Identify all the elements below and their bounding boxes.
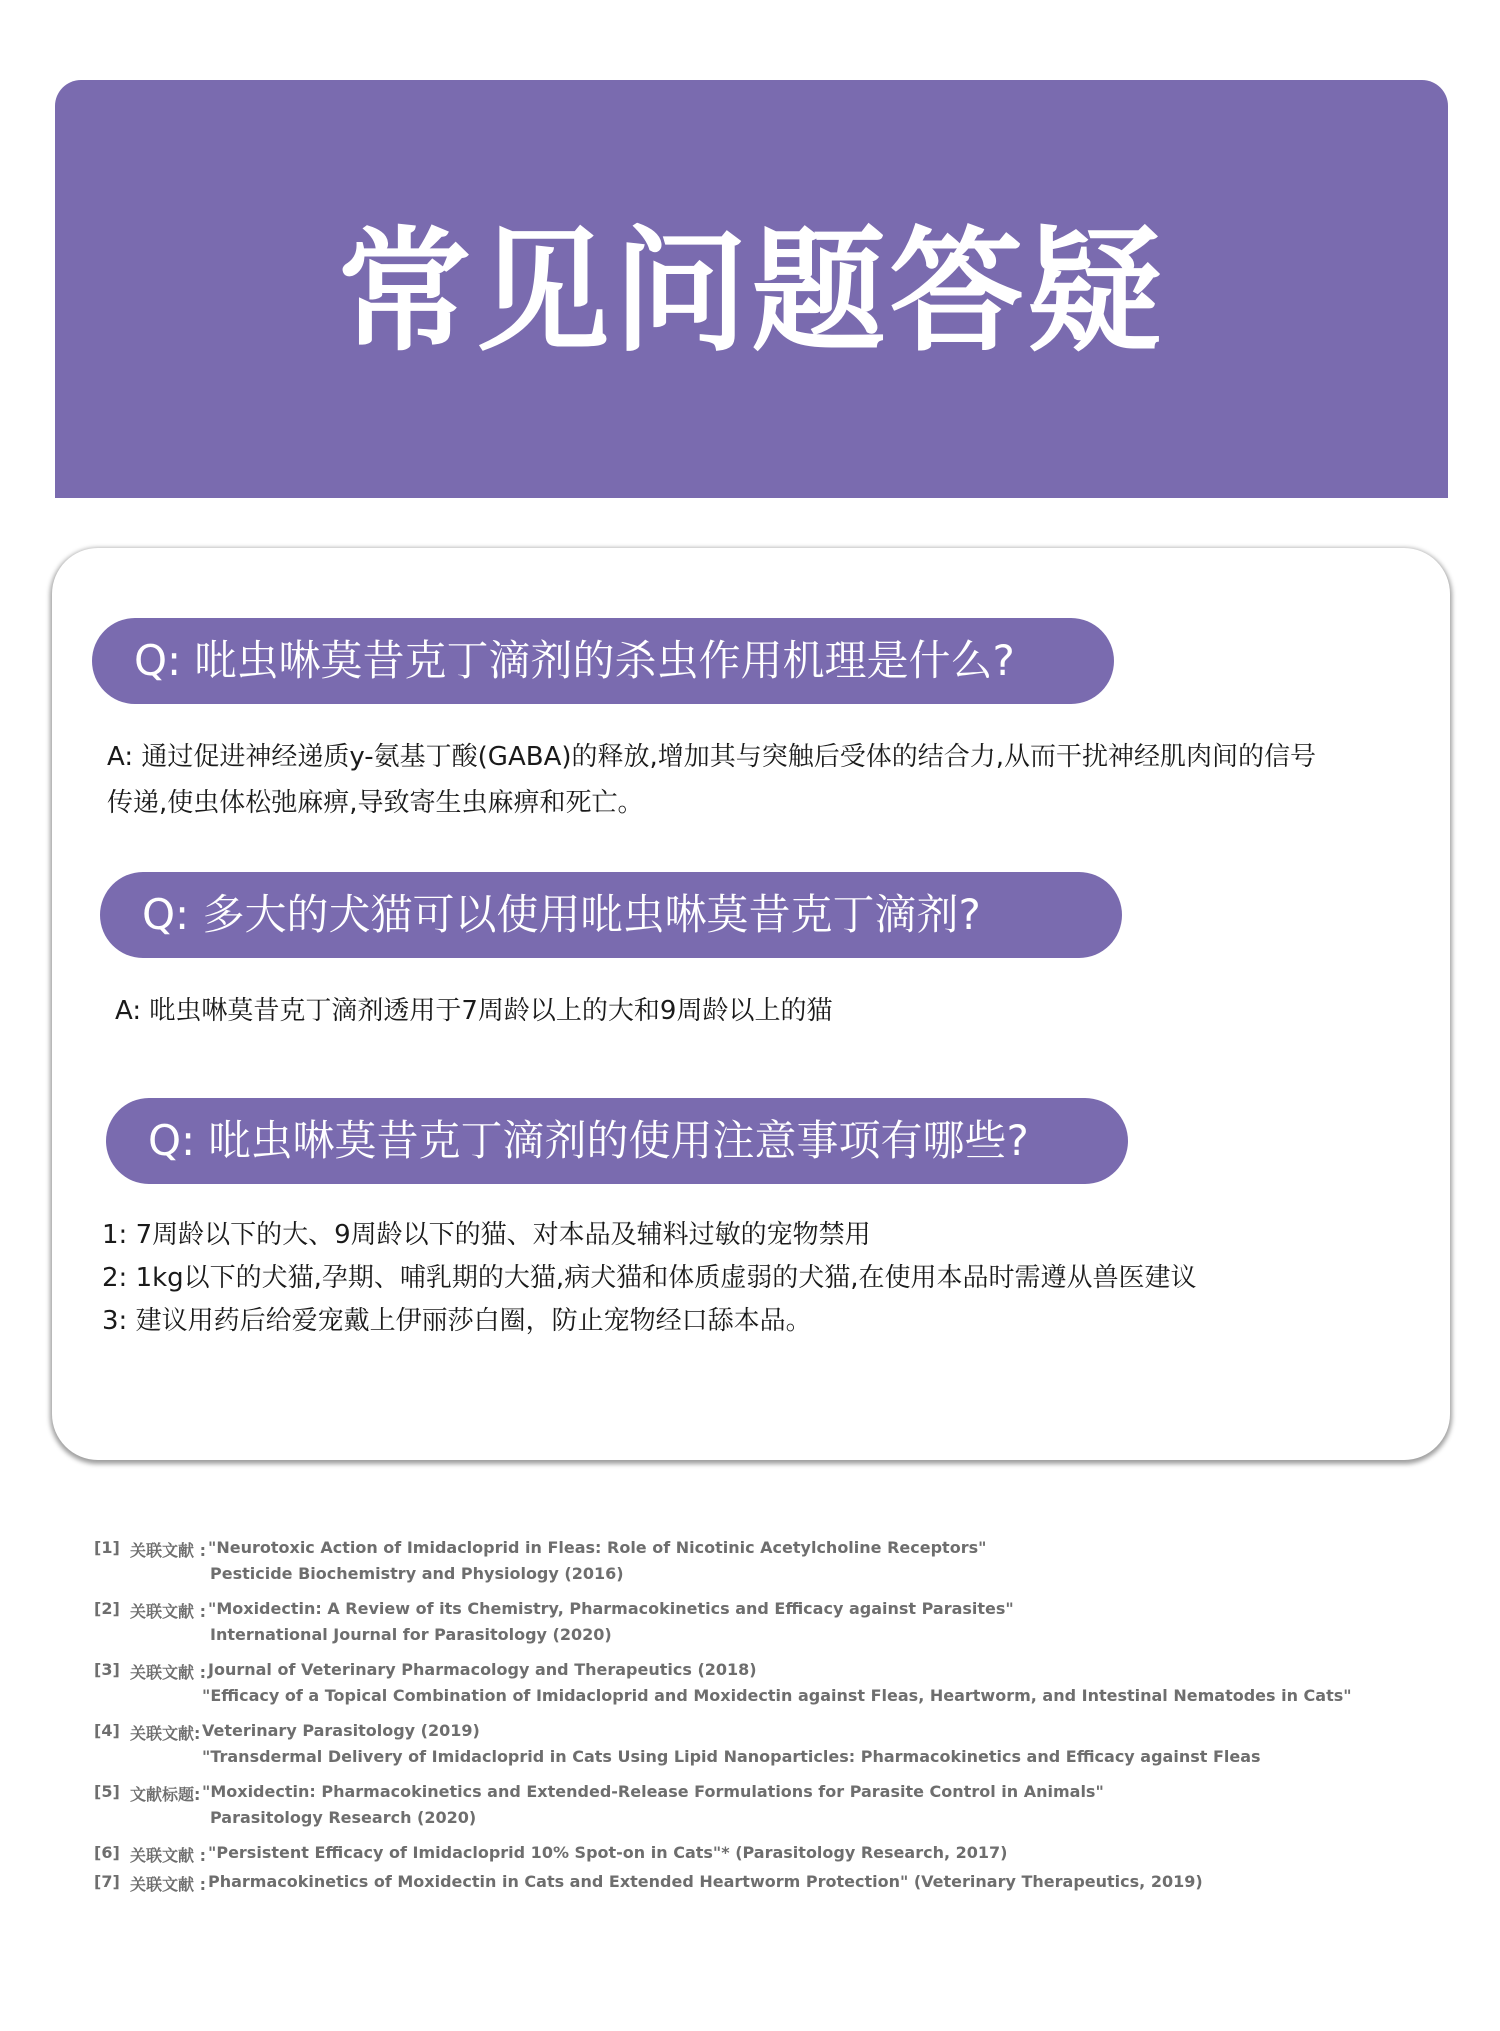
- faq-answer-3-line-3: 3: 建议用药后给爱宠戴上伊丽莎白圈，防止宠物经口舔本品。: [102, 1306, 812, 1336]
- reference-tag: 文献标题:: [130, 1785, 201, 1804]
- reference-line-1: Veterinary Parasitology (2019): [202, 1721, 480, 1740]
- reference-tag: 关联文献 :: [130, 1875, 206, 1894]
- faq-answer-2-line-1: A: 吡虫啉莫昔克丁滴剂透用于7周龄以上的大和9周龄以上的猫: [115, 996, 833, 1026]
- reference-tag: 关联文献 :: [130, 1541, 206, 1560]
- page-title: 常见问题答疑: [337, 214, 1166, 370]
- faq-answer-1: [107, 734, 1316, 826]
- reference-number: [5]: [94, 1782, 120, 1801]
- reference-tag: 关联文献 :: [130, 1663, 206, 1682]
- faq-answer-3-line-2: 2: 1kg以下的犬猫,孕期、哺乳期的大猫,病犬猫和体质虚弱的犬猫,在使用本品时需遵从兽医建议: [102, 1263, 1197, 1293]
- reference-line-1: "Persistent Efficacy of Imidacloprid 10% Spot-on in Cats"* (Parasitology Research, 2017): [208, 1843, 1008, 1862]
- reference-line-2: "Efficacy of a Topical Combination of Imidacloprid and Moxidectin against Fleas, Heartworm, and Intestinal Nematodes in Cats": [202, 1686, 1352, 1705]
- reference-line-2: Parasitology Research (2020): [210, 1808, 477, 1827]
- faq-card: [52, 548, 1450, 1460]
- faq-question-2: Q: 多大的犬猫可以使用吡虫啉莫昔克丁滴剂?: [100, 872, 1122, 958]
- faq-answer-3: [102, 1214, 1196, 1343]
- reference-line-2: "Transdermal Delivery of Imidacloprid in Cats Using Lipid Nanoparticles: Pharmacokinetics and Efficacy against Fleas: [202, 1747, 1261, 1766]
- reference-line-1: "Neurotoxic Action of Imidacloprid in Fleas: Role of Nicotinic Acetylcholine Receptors": [208, 1538, 987, 1557]
- reference-tag: 关联文献 :: [130, 1846, 206, 1865]
- reference-line-2: Pesticide Biochemistry and Physiology (2016): [210, 1564, 624, 1583]
- reference-number: [1]: [94, 1538, 120, 1557]
- faq-answer-3-line-1: 1: 7周龄以下的大、9周龄以下的猫、对本品及辅料过敏的宠物禁用: [102, 1220, 871, 1250]
- reference-number: [4]: [94, 1721, 120, 1740]
- reference-line-1: Pharmacokinetics of Moxidectin in Cats and Extended Heartworm Protection" (Veterinary Therapeutics, 2019): [208, 1872, 1203, 1891]
- header-banner: [55, 80, 1448, 498]
- reference-number: [7]: [94, 1872, 120, 1891]
- reference-tag: 关联文献:: [130, 1724, 201, 1743]
- reference-line-2: International Journal for Parasitology (2020): [210, 1625, 612, 1644]
- faq-answer-2: [115, 988, 832, 1034]
- reference-line-1: "Moxidectin: A Review of its Chemistry, Pharmacokinetics and Efficacy against Parasites": [208, 1599, 1014, 1618]
- reference-line-1: Journal of Veterinary Pharmacology and Therapeutics (2018): [208, 1660, 757, 1679]
- faq-question-1: Q: 吡虫啉莫昔克丁滴剂的杀虫作用机理是什么?: [92, 618, 1114, 704]
- faq-answer-1-line-1: A: 通过促进神经递质y-氨基丁酸(GABA)的释放,增加其与突触后受体的结合力,从而干扰神经肌肉间的信号: [107, 742, 1317, 772]
- reference-number: [2]: [94, 1599, 120, 1618]
- faq-question-3: Q: 吡虫啉莫昔克丁滴剂的使用注意事项有哪些?: [106, 1098, 1128, 1184]
- faq-answer-1-line-2: 传递,使虫体松弛麻痹,导致寄生虫麻痹和死亡。: [107, 788, 644, 818]
- reference-number: [3]: [94, 1660, 120, 1679]
- reference-number: [6]: [94, 1843, 120, 1862]
- reference-tag: 关联文献 :: [130, 1602, 206, 1621]
- reference-line-1: "Moxidectin: Pharmacokinetics and Extended-Release Formulations for Parasite Control in Animals": [202, 1782, 1104, 1801]
